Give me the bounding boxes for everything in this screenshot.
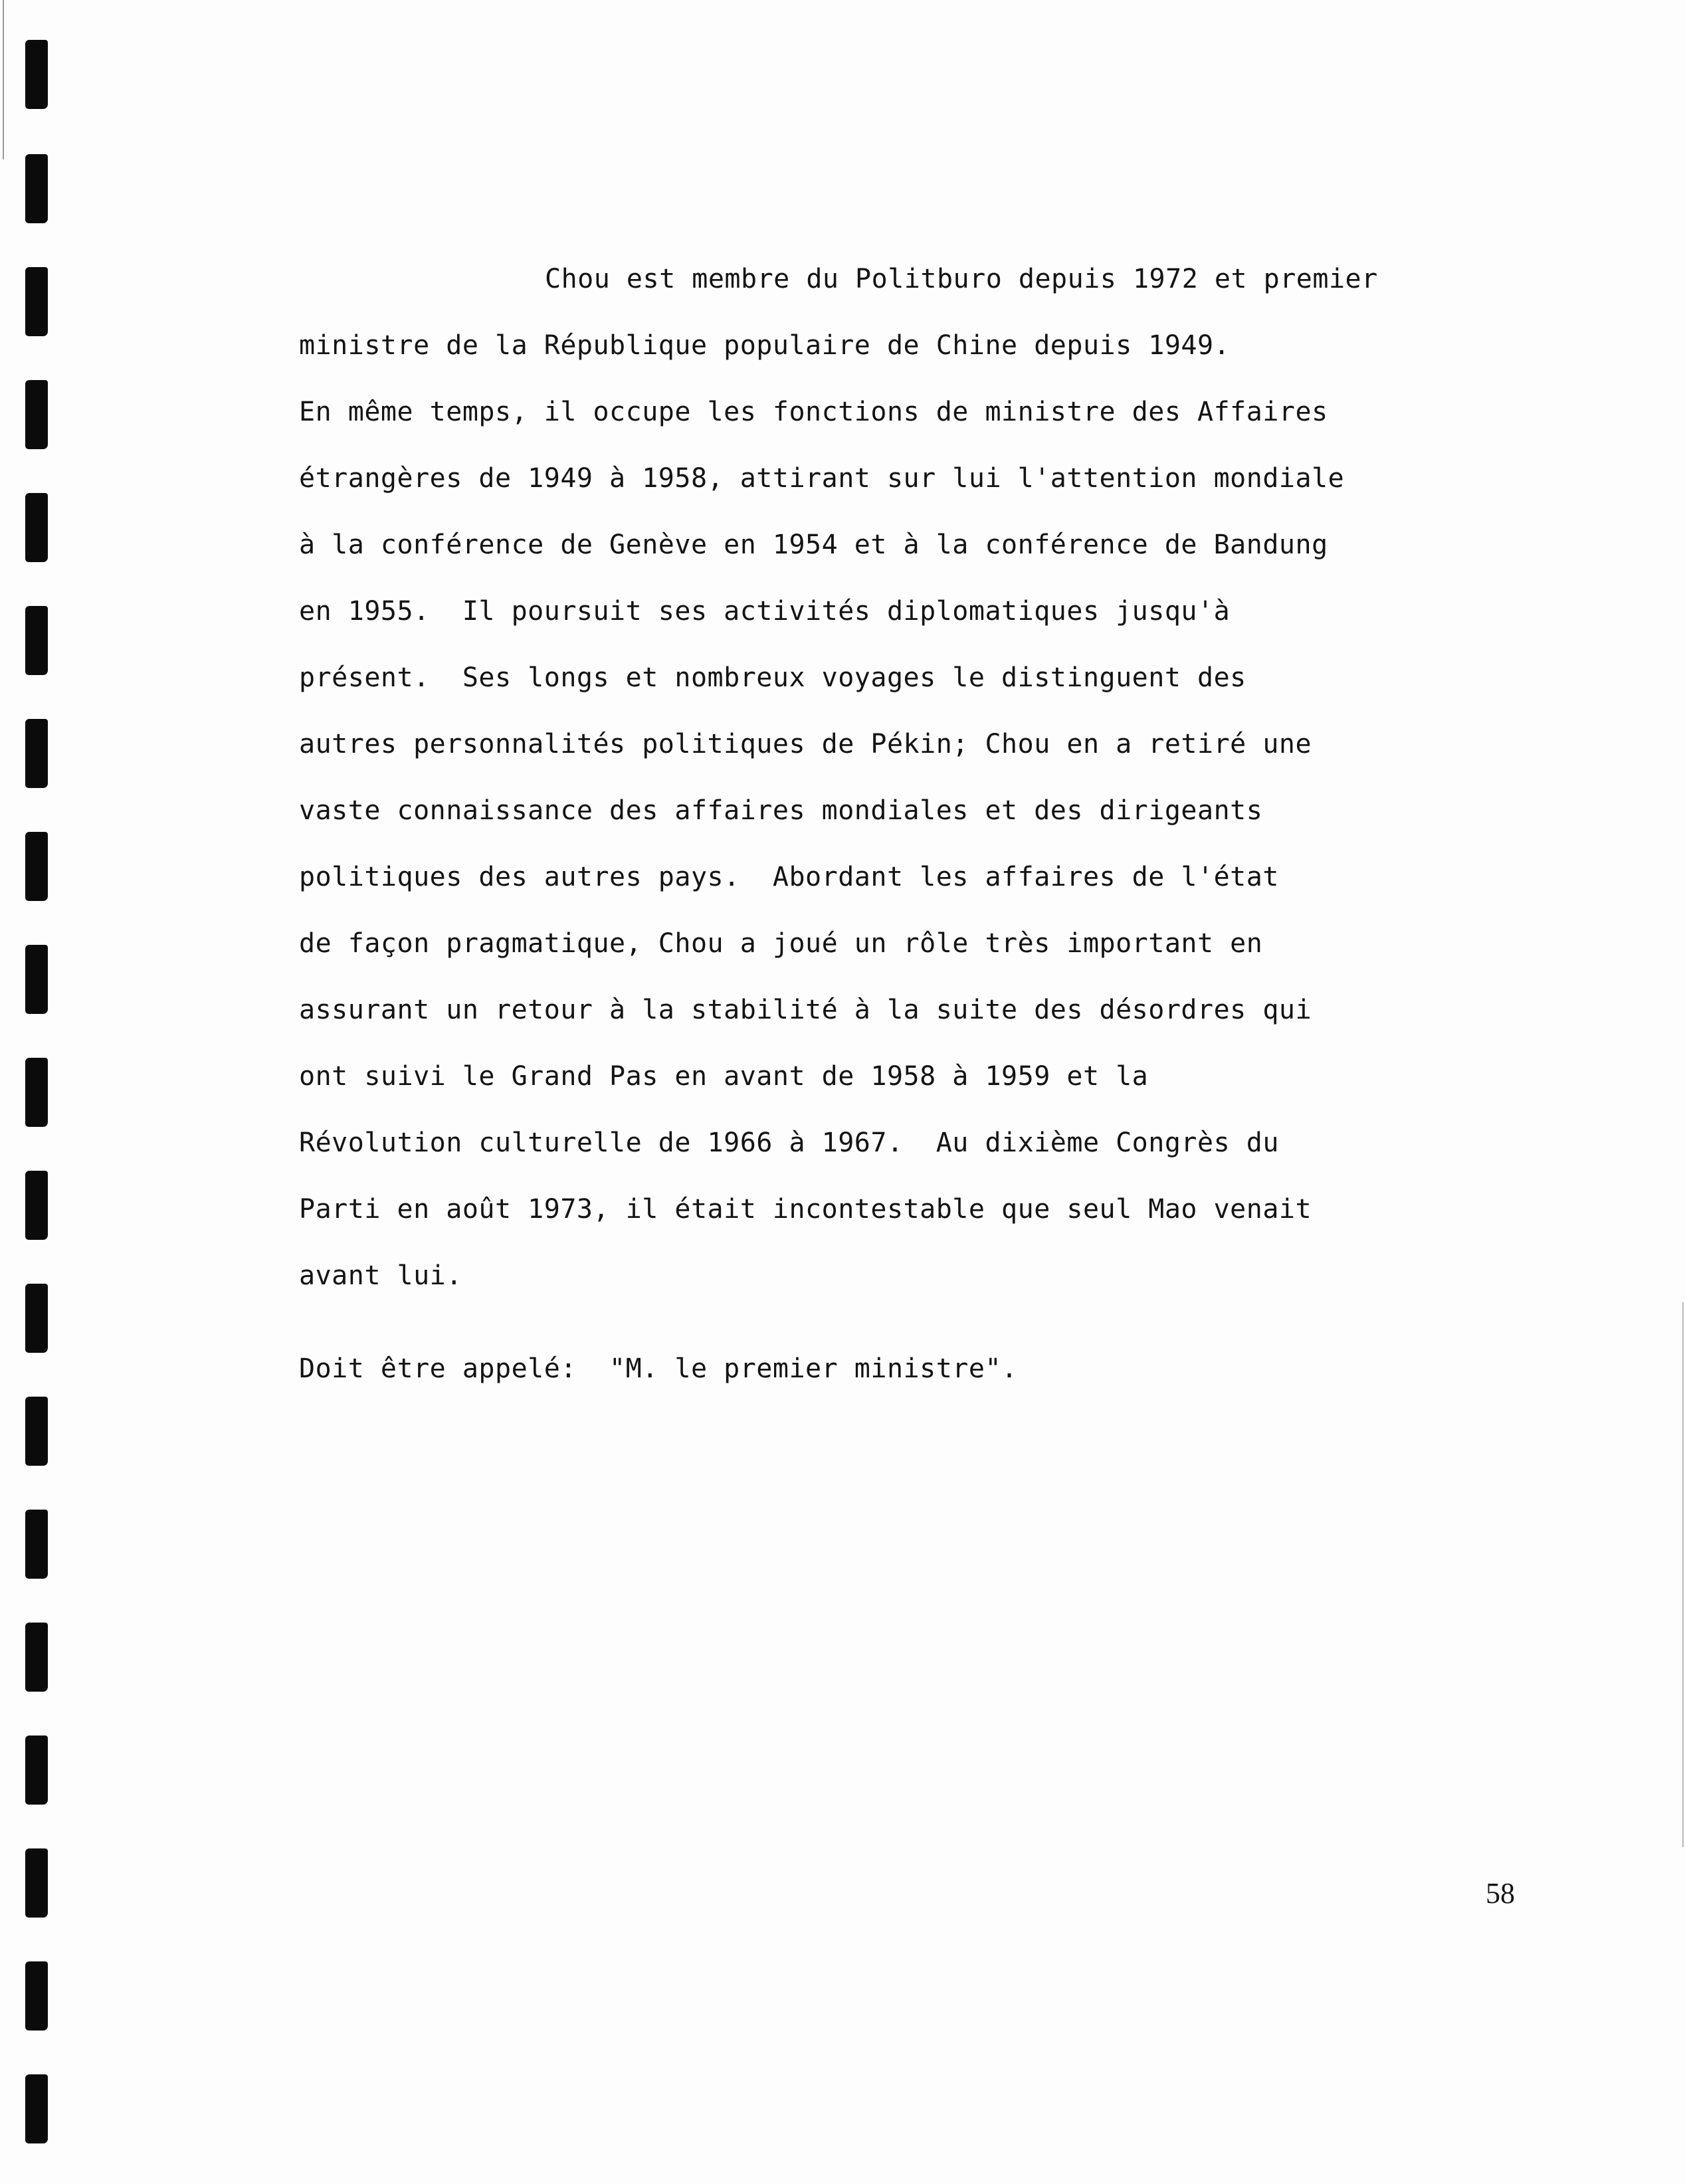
scan-edge-line-right xyxy=(1682,1302,1684,1847)
binding-marks xyxy=(25,40,52,2166)
binding-mark xyxy=(25,606,48,675)
paragraph-line: étrangères de 1949 à 1958, attirant sur lui l'attention mondiale xyxy=(299,463,1345,494)
paragraph-line: présent. Ses longs et nombreux voyages le distinguent des xyxy=(299,662,1246,693)
binding-mark xyxy=(25,1848,48,1918)
binding-mark xyxy=(25,1397,48,1466)
paragraph-line: Révolution culturelle de 1966 à 1967. Au dixième Congrès du xyxy=(299,1128,1279,1158)
scan-edge-line xyxy=(3,0,4,159)
paragraph-line: Chou est membre du Politburo depuis 1972 et premier xyxy=(545,264,1378,294)
binding-mark xyxy=(25,719,48,788)
binding-mark xyxy=(25,1961,48,2031)
paragraph-line: à la conférence de Genève en 1954 et à la conférence de Bandung xyxy=(299,530,1328,560)
paragraph-line: de façon pragmatique, Chou a joué un rôle très important en xyxy=(299,928,1263,959)
binding-mark xyxy=(25,945,48,1014)
binding-mark xyxy=(25,40,48,109)
binding-mark xyxy=(25,1623,48,1692)
binding-mark xyxy=(25,493,48,562)
binding-mark xyxy=(25,154,48,223)
paragraph-line: avant lui. xyxy=(299,1260,462,1291)
paragraph-line: politiques des autres pays. Abordant les affaires de l'état xyxy=(299,862,1279,892)
binding-mark xyxy=(25,267,48,336)
binding-mark xyxy=(25,1284,48,1353)
binding-mark xyxy=(25,832,48,901)
paragraph-line: assurant un retour à la stabilité à la suite des désordres qui xyxy=(299,995,1312,1025)
binding-mark xyxy=(25,1736,48,1805)
paragraph-line: en 1955. Il poursuit ses activités diplomatiques jusqu'à xyxy=(299,596,1231,627)
binding-mark xyxy=(25,1058,48,1127)
form-of-address-line: Doit être appelé: "M. le premier ministre". xyxy=(299,1353,1018,1384)
paragraph-line: Parti en août 1973, il était incontestable que seul Mao venait xyxy=(299,1194,1312,1225)
binding-mark xyxy=(25,1510,48,1579)
binding-mark xyxy=(25,2074,48,2143)
paragraph-line: autres personnalités politiques de Pékin; Chou en a retiré une xyxy=(299,729,1312,759)
paragraph-line: En même temps, il occupe les fonctions de ministre des Affaires xyxy=(299,397,1328,427)
binding-mark xyxy=(25,1171,48,1240)
page-number: 58 xyxy=(1486,1877,1515,1910)
binding-mark xyxy=(25,380,48,449)
paragraph-line: ont suivi le Grand Pas en avant de 1958 à 1959 et la xyxy=(299,1061,1149,1092)
paragraph-line: vaste connaissance des affaires mondiales et des dirigeants xyxy=(299,795,1263,826)
paragraph-line: ministre de la République populaire de Chine depuis 1949. xyxy=(299,330,1231,361)
biography-paragraph xyxy=(299,246,1429,1309)
